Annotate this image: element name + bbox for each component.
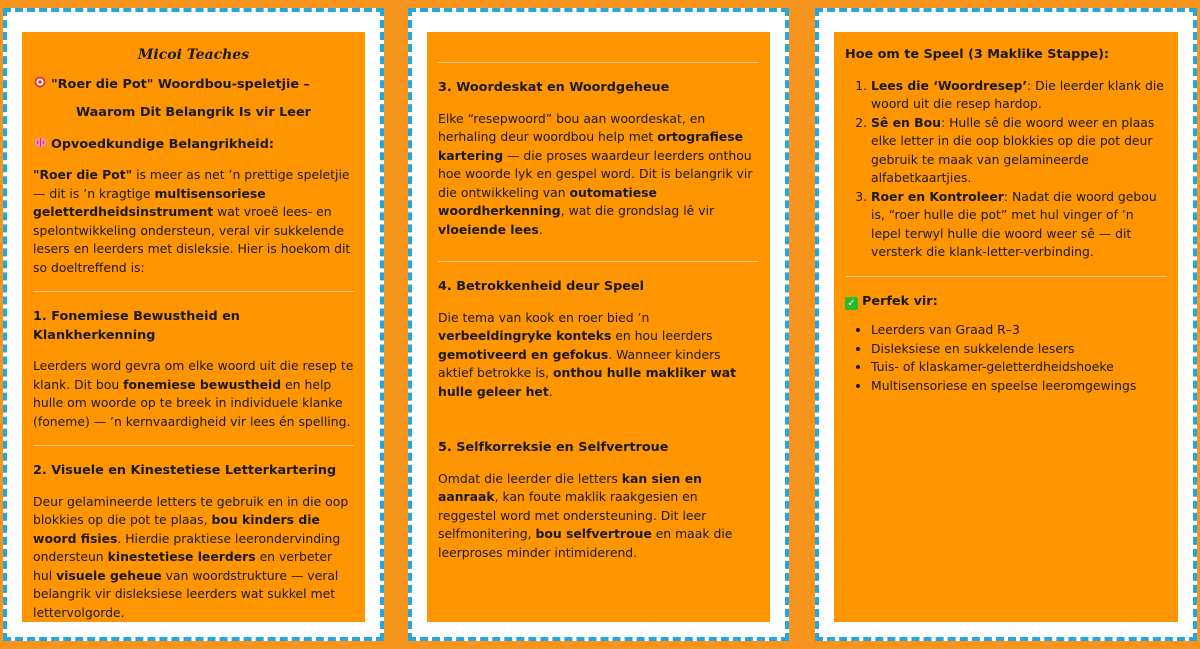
perfect-heading [845, 293, 1167, 312]
edu-heading [33, 135, 354, 155]
s2-text-2: . Hierdie praktiese leerondervinding ondersteun [33, 530, 341, 564]
panel-left [3, 8, 384, 641]
s3-bold-2: outomatiese woordherkenning [438, 184, 657, 218]
brain-icon [33, 135, 47, 154]
step-2-text: : Hulle sê die woord weer en plaas elke letter in die oop blokkies op die pot deur gebruik te maak van gelamineerde alfabetkaartjies. [871, 114, 1155, 185]
panel-middle-content [427, 32, 770, 622]
s4-text-1: Die tema van kook en roer bied ’n [438, 309, 650, 325]
s2-text-1: Deur gelamineerde letters te gebruik en in die oop blokkies op die pot te plaas, [33, 493, 349, 527]
s2-bold-3: visuele geheue [56, 567, 162, 583]
list-item: • Multisensoriese en speelse leeromgewings [871, 377, 1167, 396]
section-4-body [438, 309, 759, 402]
s4-bold-3: onthou hulle makliker wat hulle geleer het [438, 365, 737, 399]
panel-right-content [834, 32, 1178, 622]
game-title-line1: "Roer die Pot" Woordbou-speletjie – [51, 76, 310, 92]
intro-paragraph [33, 166, 354, 277]
step-1-text: : Die leerder klank die woord uit die resep hardop. [871, 77, 1164, 111]
s5-text-2: , kan foute maklik raakgesien en reggestel word met ondersteuning. Dit leer selfmonitering, [438, 489, 707, 541]
s3-bold-3: vloeiende lees [438, 221, 539, 237]
s1-text-1: Leerders word gevra om elke woord uit die resep te klank. Dit bou [33, 358, 354, 392]
section-2-body [33, 493, 354, 623]
s4-bold-1: verbeeldingryke konteks [438, 328, 612, 343]
game-title [33, 75, 354, 95]
s5-bold-1: kan sien en aanraak [438, 470, 702, 504]
section-3-title: 3. Woordeskat en Woordgeheue [438, 80, 670, 95]
s3-bold-1: ortografiese kartering [438, 129, 743, 163]
list-item: • Leerders van Graad R–3 [871, 321, 1167, 340]
section-1-title: 1. Fonemiese Bewustheid en Klankherkenning [33, 309, 240, 343]
panel-middle [408, 8, 789, 641]
panel-left-content [22, 32, 365, 622]
s2-bold-1: bou kinders die woord fisies [33, 512, 320, 546]
perfect-heading-label: Perfek vir: [862, 293, 938, 309]
divider [438, 261, 759, 262]
s2-text-4: van woordstrukture — veral belangrik vir disleksiese leerders wat sukkel met lettervolgorde. [33, 567, 339, 620]
target-icon [33, 75, 47, 94]
steps-list [845, 77, 1167, 262]
divider [438, 62, 759, 63]
intro-bold-1: "Roer die Pot" [33, 167, 133, 182]
section-4-title: 4. Betrokkenheid deur Speel [438, 279, 644, 294]
s1-text-2: en help hulle om woorde op te breek in individuele klanke (foneme) — ’n kernvaardigheid vir lees én spelling. [33, 376, 351, 429]
s5-bold-2: bou selfvertroue [535, 526, 652, 541]
intro-text-2: wat vroeë lees- en spelontwikkeling ondersteun, veral vir sukkelende lesers en leerders met disleksie. Hier is hoekom dit so doeltreffend is: [33, 204, 351, 275]
s1-bold-1: fonemiese bewustheid [123, 376, 282, 392]
game-subtitle: Waarom Dit Belangrik Is vir Leer [76, 105, 311, 120]
intro-bold-2: multisensoriese geletterdheidsinstrument [33, 185, 266, 219]
section-3-body [438, 110, 759, 240]
perfect-list [845, 321, 1167, 395]
step-item [871, 188, 1167, 262]
section-5-body [438, 470, 759, 563]
brand-title: Micoi Teaches [137, 47, 250, 63]
section-1-body [33, 357, 354, 431]
section-5-title: 5. Selfkorreksie en Selfvertroue [438, 440, 669, 455]
step-1-bold: Lees die ‘Woordresep’ [871, 77, 1028, 93]
s2-text-3: en verbeter hul [33, 549, 333, 583]
s4-text-4: . [548, 383, 553, 399]
s3-text-2: — die proses waardeur leerders onthou hoe woorde lyk en gespel word. Dit is belangrik vir die ontwikkeling van [438, 147, 753, 200]
step-item [871, 77, 1167, 114]
s5-text-3: en maak die leerproses minder intimiderend. [438, 526, 733, 560]
s4-bold-2: gemotiveerd en gefokus [438, 346, 609, 362]
s2-bold-2: kinestetiese leerders [107, 549, 256, 564]
panel-right [815, 8, 1197, 641]
intro-text-1: is meer as net ’n prettige speletjie — dit is ’n kragtige [33, 167, 350, 201]
divider [33, 445, 354, 446]
s4-text-2: en hou leerders [611, 328, 713, 343]
s3-text-1: Elke “resepwoord” bou aan woordeskat, en herhaling deur woordbou help met [438, 110, 706, 144]
step-3-text: : Nadat die woord gebou is, “roer hulle die pot” met hul vinger of ’n lepel terwyl hulle die woord weer sê — dit versterk die klank-letter-verbinding. [871, 188, 1157, 259]
checkmark-icon: ✓ [845, 297, 858, 310]
spacer [438, 413, 759, 439]
divider [33, 291, 354, 292]
step-item [871, 114, 1167, 188]
s5-text-1: Omdat die leerder die letters [438, 470, 622, 486]
step-3-bold: Roer en Kontroleer [871, 188, 1004, 204]
howto-title: Hoe om te Speel (3 Maklike Stappe): [845, 47, 1110, 62]
s3-text-3: , wat die grondslag lê vir [560, 203, 715, 218]
divider [845, 276, 1167, 277]
s4-text-3: . Wanneer kinders aktief betrokke is, [438, 346, 721, 380]
step-2-bold: Sê en Bou [871, 114, 941, 130]
edu-heading-label: Opvoedkundige Belangrikheid: [51, 136, 274, 152]
s3-text-4: . [538, 221, 543, 237]
section-2-title: 2. Visuele en Kinestetiese Letterkartering [33, 463, 337, 478]
list-item: • Disleksiese en sukkelende lesers [871, 340, 1167, 359]
list-item: • Tuis- of klaskamer-geletterdheidshoeke [871, 358, 1167, 377]
